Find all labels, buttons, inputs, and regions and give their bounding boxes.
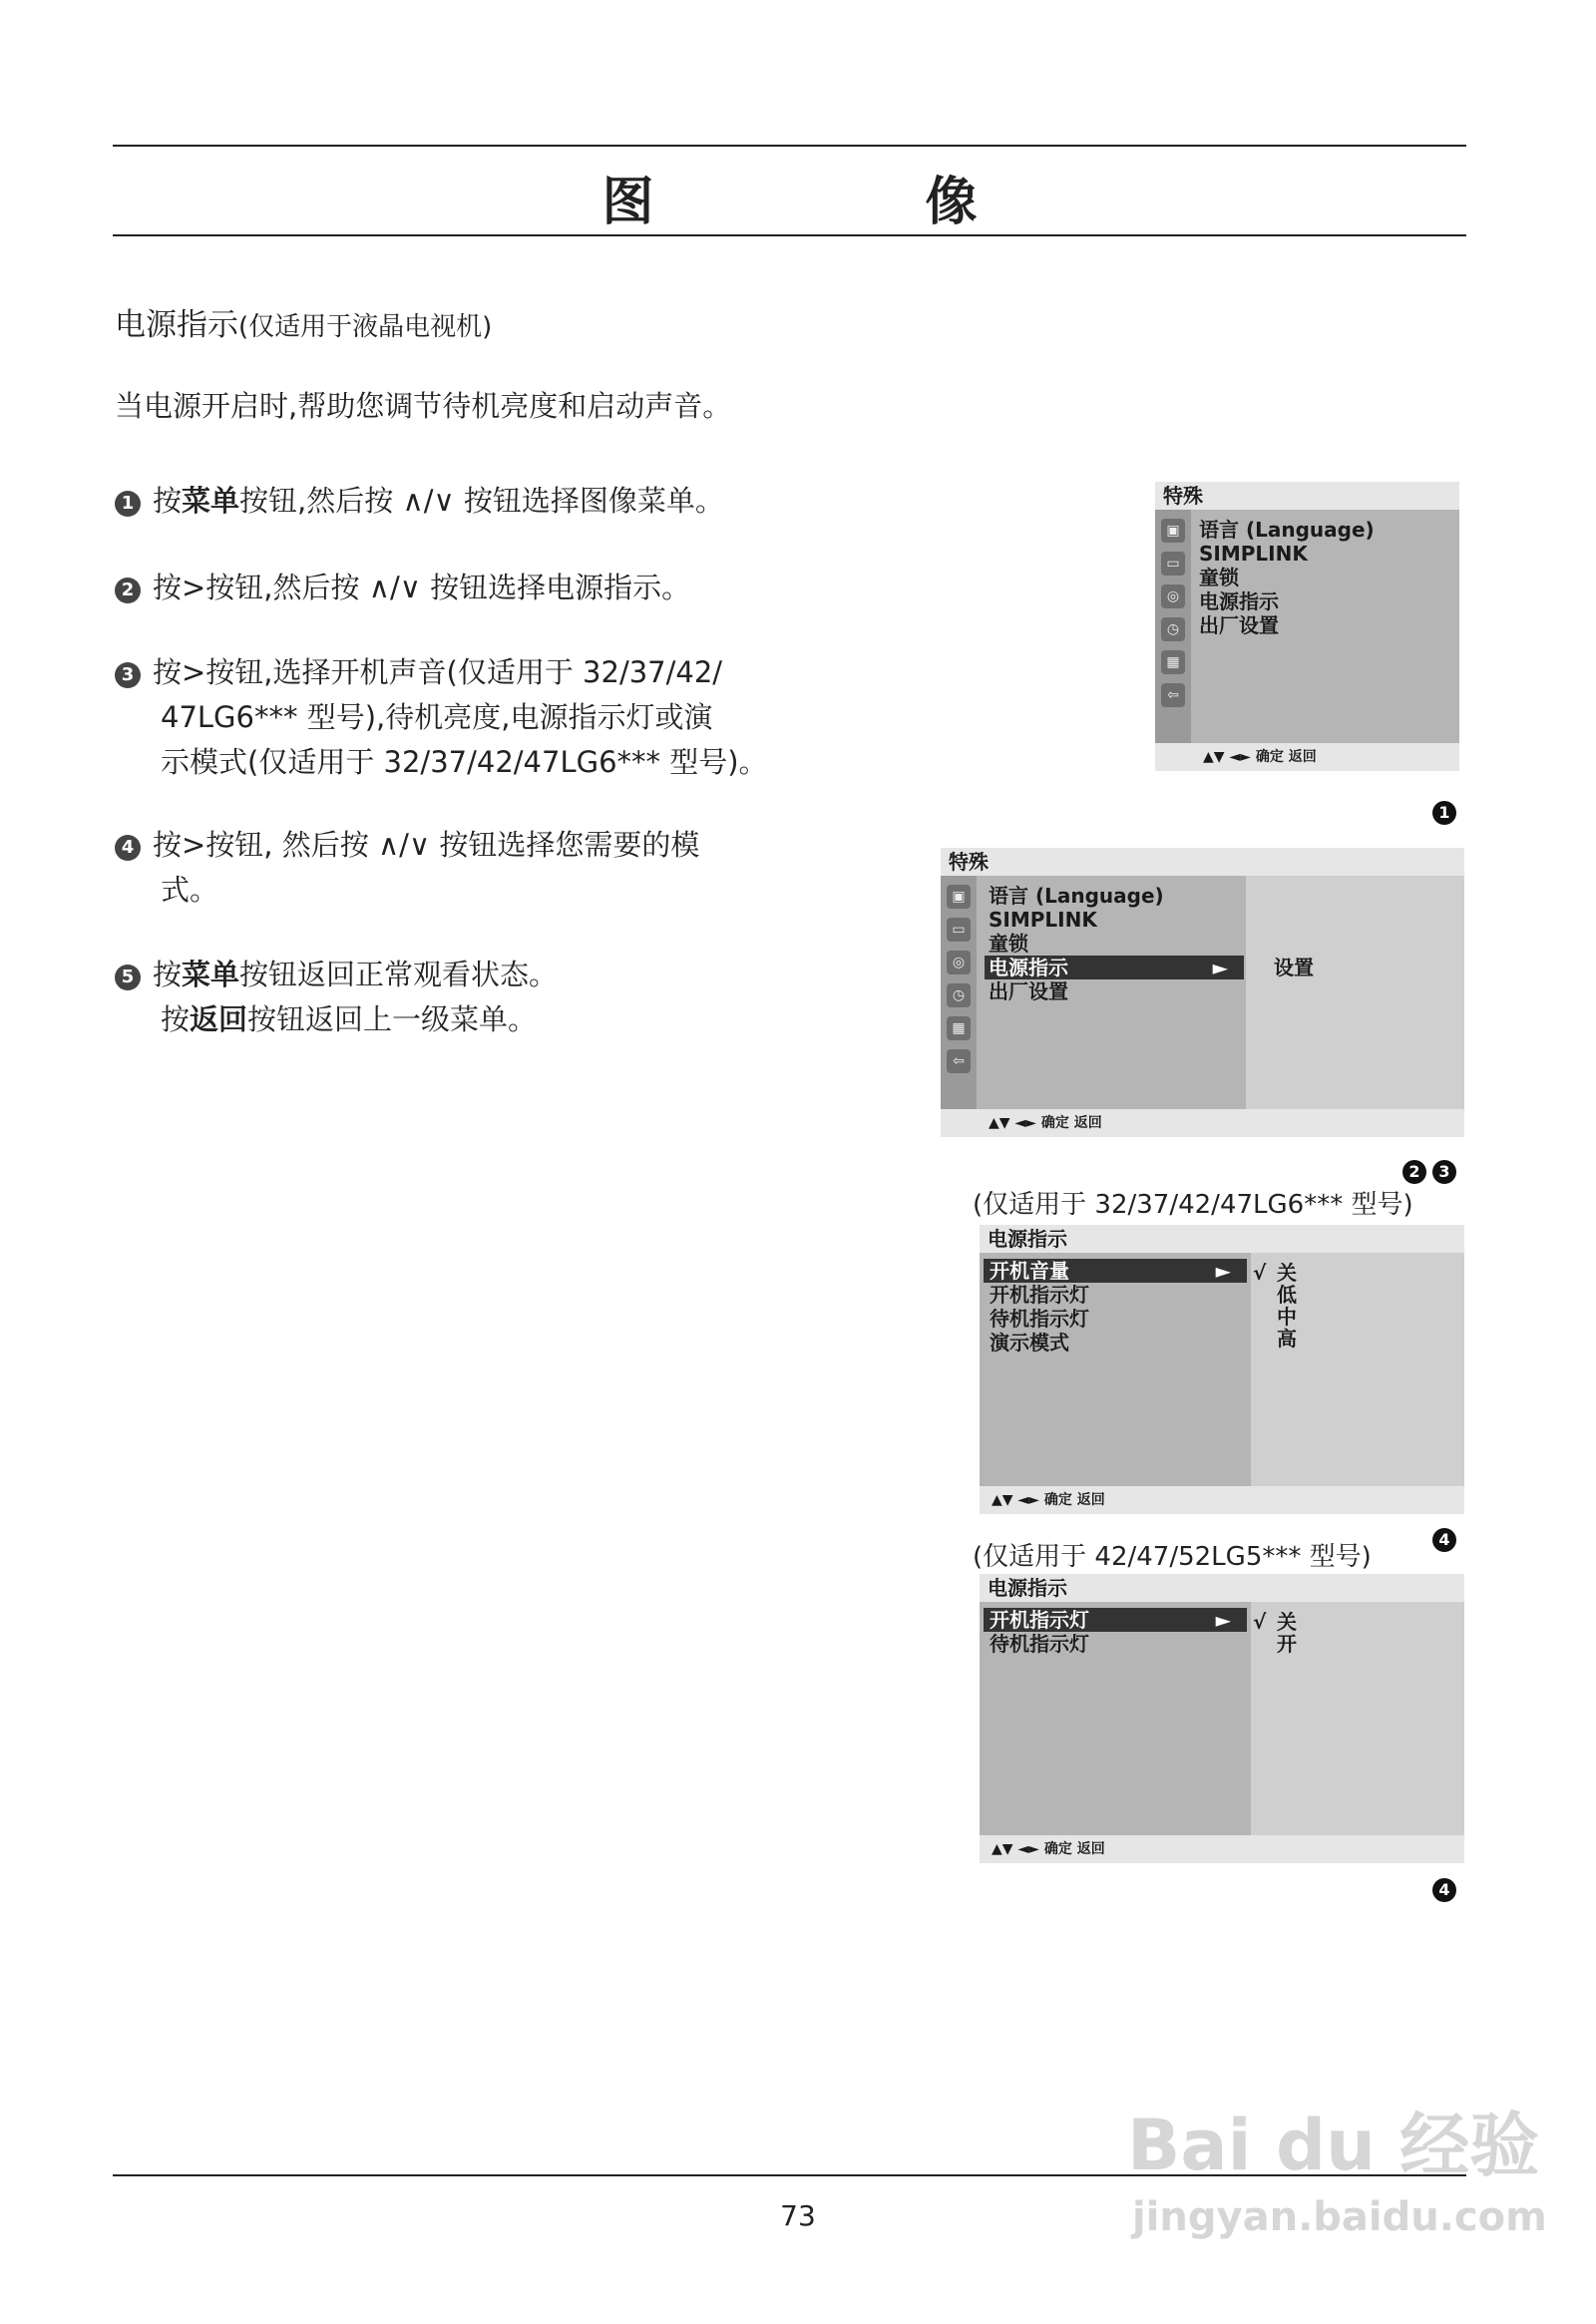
menu-item-selected[interactable] <box>984 1259 1247 1283</box>
step-number: 2 <box>115 578 141 603</box>
step-number: 3 <box>115 662 141 688</box>
menu-header: 特殊 <box>1155 482 1459 510</box>
step-text: 按>按钮,然后按 ∧/∨ 按钮选择电源指示。 <box>153 571 691 604</box>
arrow-right-icon: ► <box>1212 956 1228 979</box>
menu-special-power <box>941 848 1464 1137</box>
menu-item[interactable]: 出厂设置 <box>1199 613 1279 637</box>
option-icon: ▦ <box>1161 650 1185 674</box>
step-badge-2: 2 <box>1402 1160 1426 1184</box>
menu3-caption: (仅适用于 32/37/42/47LG6*** 型号) <box>973 1190 1413 1220</box>
step-number: 5 <box>115 965 141 990</box>
menu-item-selected[interactable] <box>985 956 1244 979</box>
step-text: 示模式(仅适用于 32/37/42/47LG6*** 型号)。 <box>161 745 768 779</box>
step-3 <box>115 650 793 785</box>
submenu-value[interactable]: 设置 <box>1274 956 1314 979</box>
submenu-panel <box>1246 876 1464 1109</box>
menu-item[interactable]: 开机指示灯 <box>990 1283 1089 1307</box>
menu-sidebar <box>941 876 977 1109</box>
step-text: 按 <box>153 958 183 991</box>
menu-header: 电源指示 <box>980 1574 1464 1602</box>
menu-item[interactable]: SIMPLINK <box>1199 542 1308 566</box>
arrow-right-icon: ► <box>1215 1608 1231 1632</box>
menu-power-indicator-lg6 <box>980 1225 1464 1514</box>
menu-footer: ▲▼ ◄► 确定 返回 <box>980 1486 1464 1514</box>
step-text: 按 <box>161 1002 191 1036</box>
menu-footer: ▲▼ ◄► 确定 返回 <box>941 1109 1464 1137</box>
menu-header: 电源指示 <box>980 1225 1464 1253</box>
step-5 <box>115 953 793 1042</box>
menu-footer: ▲▼ ◄► 确定 返回 <box>980 1835 1464 1863</box>
return-key-label: 返回 <box>190 1002 248 1036</box>
menu-item[interactable]: SIMPLINK <box>989 908 1097 932</box>
step-number: 1 <box>115 491 141 517</box>
arrow-right-icon: ► <box>1215 1259 1231 1283</box>
step-text: 按>按钮,选择开机声音(仅适用于 32/37/42/ <box>153 655 723 689</box>
top-rule <box>113 145 1466 147</box>
menu-item[interactable]: 童锁 <box>1199 566 1239 589</box>
menu-item[interactable]: 待机指示灯 <box>990 1632 1089 1656</box>
picture-icon: ▣ <box>1161 519 1185 543</box>
picture-icon: ▣ <box>947 885 971 909</box>
page-title: 图 像 <box>601 173 1087 232</box>
section-heading <box>115 299 492 344</box>
clock-icon: ◷ <box>1161 617 1185 641</box>
menu-special <box>1155 482 1459 771</box>
step-text: 按钮返回上一级菜单。 <box>247 1002 538 1036</box>
menu-item[interactable]: 演示模式 <box>990 1331 1069 1355</box>
menu-item[interactable]: 语言 (Language) <box>1199 518 1375 542</box>
menu-header: 特殊 <box>941 848 1464 876</box>
step-2 <box>115 566 793 610</box>
menu-item[interactable]: 语言 (Language) <box>989 884 1164 908</box>
step-text: 按钮,然后按 ∧/∨ 按钮选择图像菜单。 <box>239 484 724 518</box>
step-badge-3: 3 <box>1432 1160 1456 1184</box>
step-4 <box>115 823 793 913</box>
menu-power-indicator-lg5 <box>980 1574 1464 1863</box>
menu-key-label: 菜单 <box>182 958 240 991</box>
page-number: 73 <box>780 2199 816 2232</box>
menu-item[interactable]: 出厂设置 <box>989 979 1068 1003</box>
watermark-url: jingyan.baidu.com <box>1132 2194 1547 2240</box>
option-item[interactable]: 开 <box>1277 1632 1297 1656</box>
input-icon: ⇦ <box>1161 683 1185 707</box>
intro-text: 当电源开启时,帮助您调节待机亮度和启动声音。 <box>115 389 732 423</box>
check-icon: √ <box>1253 1261 1267 1285</box>
menu-item[interactable]: 童锁 <box>989 932 1028 956</box>
menu-item-label: 开机指示灯 <box>990 1608 1089 1632</box>
step-text: 按 <box>153 484 183 518</box>
audio-icon: ◎ <box>947 951 971 974</box>
menu-item[interactable]: 电源指示 <box>1199 589 1279 613</box>
screen-icon: ▭ <box>1161 552 1185 576</box>
menu-sidebar <box>1155 510 1191 743</box>
step-text: 按钮返回正常观看状态。 <box>239 958 559 991</box>
menu4-caption: (仅适用于 42/47/52LG5*** 型号) <box>973 1542 1372 1572</box>
section-title: 电源指示 <box>115 307 238 343</box>
menu-key-label: 菜单 <box>182 484 240 518</box>
step-text: 47LG6*** 型号),待机亮度,电源指示灯或演 <box>161 700 713 734</box>
option-item[interactable]: 关 <box>1277 1261 1297 1285</box>
menu-item[interactable]: 待机指示灯 <box>990 1307 1089 1331</box>
step-1 <box>115 479 793 524</box>
screen-icon: ▭ <box>947 918 971 942</box>
step-badge-4-bottom: 4 <box>1432 1878 1456 1902</box>
menu-item-label: 开机音量 <box>990 1259 1069 1283</box>
input-icon: ⇦ <box>947 1049 971 1073</box>
step-badge-1: 1 <box>1432 801 1456 825</box>
menu-footer: ▲▼ ◄► 确定 返回 <box>1155 743 1459 771</box>
audio-icon: ◎ <box>1161 584 1185 608</box>
menu-item-label: 电源指示 <box>989 956 1068 979</box>
step-number: 4 <box>115 835 141 861</box>
option-item[interactable]: 中 <box>1277 1305 1297 1329</box>
option-item[interactable]: 高 <box>1277 1327 1297 1351</box>
title-rule <box>113 234 1466 236</box>
step-badge-4: 4 <box>1432 1528 1456 1552</box>
check-icon: √ <box>1253 1610 1267 1634</box>
step-5-line2 <box>115 997 793 1042</box>
clock-icon: ◷ <box>947 983 971 1007</box>
section-note: (仅适用于液晶电视机) <box>238 312 493 342</box>
baidu-watermark: Bai du 经验 <box>1127 2105 1540 2186</box>
option-item[interactable]: 低 <box>1277 1283 1297 1307</box>
option-item[interactable]: 关 <box>1277 1610 1297 1634</box>
menu-item-selected[interactable] <box>984 1608 1247 1632</box>
option-icon: ▦ <box>947 1016 971 1040</box>
step-text: 式。 <box>161 873 219 907</box>
step-text: 按>按钮, 然后按 ∧/∨ 按钮选择您需要的模 <box>153 828 700 862</box>
